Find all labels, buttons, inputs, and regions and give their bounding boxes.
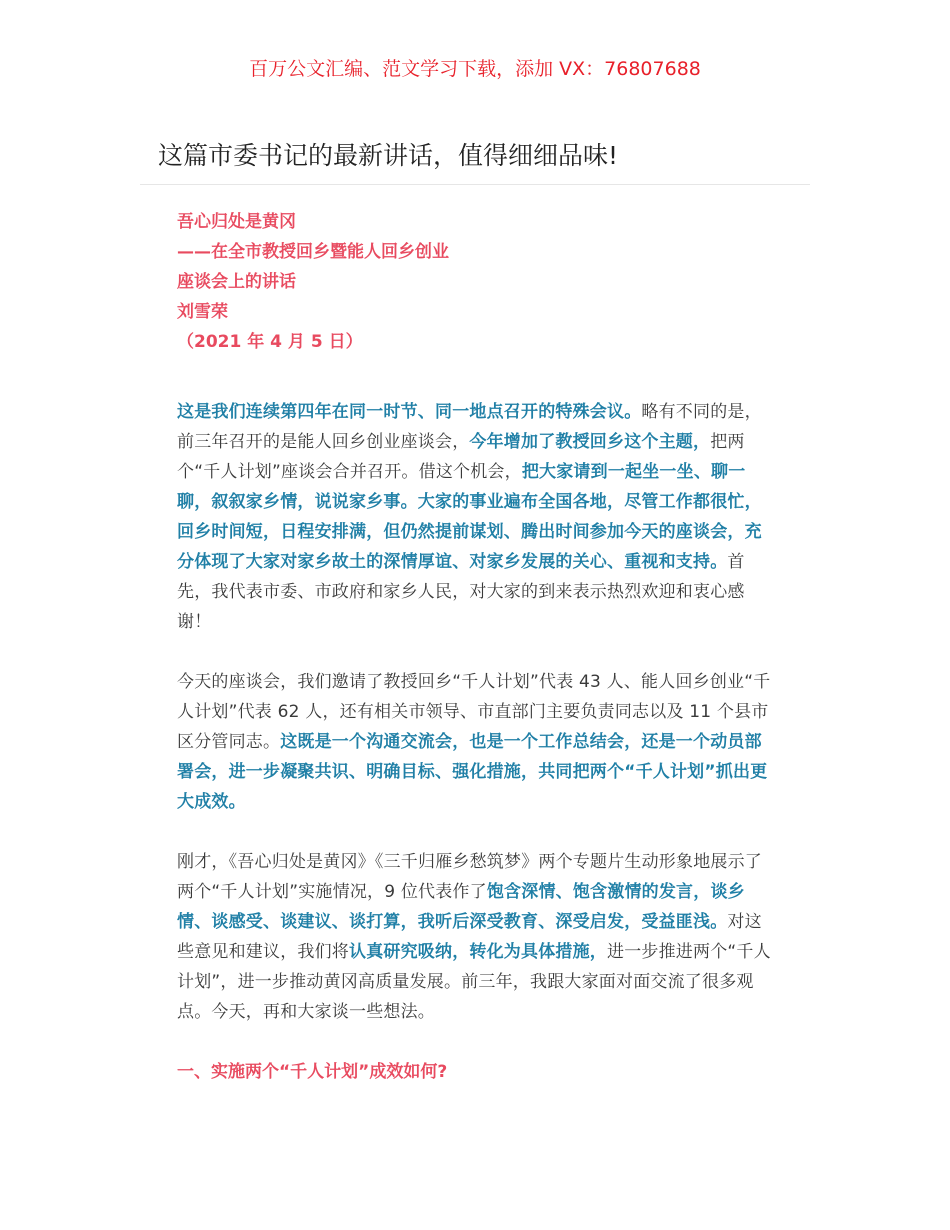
article-title: 这篇市委书记的最新讲话，值得细细品味!	[158, 141, 619, 170]
speech-title: 吾心归处是黄冈	[177, 212, 296, 232]
body-text: 首先，我代表市委、市政府和家乡人民，对大家的到来表示热烈欢迎和衷心感谢！	[177, 552, 745, 632]
paragraph-1	[177, 397, 777, 637]
speech-subtitle-line1: ——在全市教授回乡暨能人回乡创业	[177, 242, 449, 262]
emphasis-text: 这是我们连续第四年在同一时节、同一地点召开的特殊会议。	[177, 402, 642, 422]
speech-subtitle-line2: 座谈会上的讲话	[177, 272, 296, 292]
speech-date: （2021 年 4 月 5 日）	[177, 332, 363, 352]
speaker-name: 刘雪荣	[177, 302, 228, 322]
body-text: 刚才，《吾心归处是黄冈》《三千归雁乡愁筑梦》两个专题片生动形象地展示了两个“千人计划”实施情况，9 位代表作了	[177, 852, 762, 902]
paragraph-3	[177, 847, 777, 1027]
emphasis-text: 这既是一个沟通交流会，也是一个工作总结会，还是一个动员部署会，进一步凝聚共识、明确目标、强化措施，共同把两个“千人计划”抓出更大成效。	[177, 732, 768, 812]
body-text: 进一步推进两个“千人计划”，进一步推动黄冈高质量发展。前三年，我跟大家面对面交流了很多观点。今天，再和大家谈一些想法。	[177, 942, 771, 1022]
emphasis-text: 认真研究吸纳，转化为具体措施，	[349, 942, 607, 962]
speech-header	[177, 207, 777, 357]
paragraph-2	[177, 667, 777, 817]
section-heading: 一、实施两个“千人计划”成效如何?	[177, 1062, 448, 1082]
body-text: 对这些意见和建议，我们将	[177, 912, 762, 962]
body-text: 今天的座谈会，我们邀请了教授回乡“千人计划”代表 43 人、能人回乡创业“千人计划”代表 62 人，还有相关市领导、市直部门主要负责同志以及 11 个县市区分管同志。	[177, 672, 771, 752]
emphasis-text: 把大家请到一起坐一坐、聊一聊，叙叙家乡情，说说家乡事。大家的事业遍布全国各地，尽管工作都很忙，回乡时间短，日程安排满，但仍然提前谋划、腾出时间参加今天的座谈会，充分体现了大家对家乡故土的深情厚谊、对家乡发展的关心、重视和支持。	[177, 462, 762, 572]
title-divider	[140, 184, 810, 185]
body-text: 略有不同的是，前三年召开的是能人回乡创业座谈会，	[177, 402, 762, 452]
emphasis-text: 饱含深情、饱含激情的发言，谈乡情、谈感受、谈建议、谈打算，我听后深受教育、深受启发，受益匪浅。	[177, 882, 745, 932]
article-body	[177, 207, 777, 1087]
promo-banner: 百万公文汇编、范文学习下载，添加 VX：76807688	[249, 58, 701, 80]
emphasis-text: 今年增加了教授回乡这个主题，	[469, 432, 711, 452]
body-text: 把两个“千人计划”座谈会合并召开。借这个机会，	[177, 432, 745, 482]
